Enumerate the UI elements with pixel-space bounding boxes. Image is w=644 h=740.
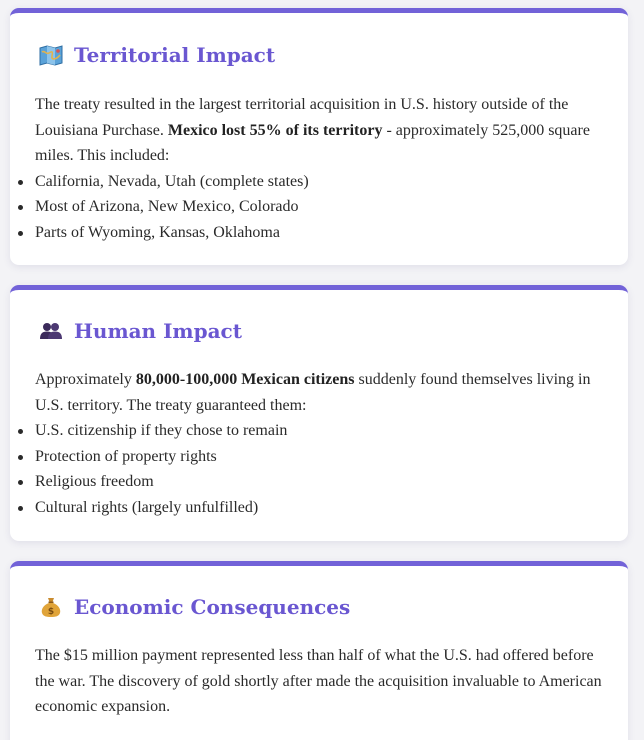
list-item: Protection of property rights [34,444,604,470]
people-icon [38,320,64,342]
territorial-impact-paragraph [34,92,604,169]
territorial-impact-body [34,92,604,245]
paragraph-text: - approximately 525,000 square miles. This included: [35,121,590,164]
economic-consequences-paragraph: The $15 million payment represented less than half of what the U.S. had offered before the war. The discovery of gold shortly after made the acquisition invaluable to American economic expansion. [35,647,602,715]
human-impact-body [34,367,604,520]
economic-consequences-card [10,561,628,740]
territorial-impact-title: Territorial Impact [74,43,276,67]
human-impact-title: Human Impact [74,319,242,343]
human-impact-list [34,418,604,520]
list-item: Religious freedom [34,469,604,495]
territorial-impact-heading [34,40,604,70]
map-icon [38,44,64,66]
human-impact-card [10,285,628,541]
list-item: Parts of Wyoming, Kansas, Oklahoma [34,220,604,246]
economic-consequences-heading [34,592,604,622]
territorial-impact-list [34,169,604,246]
paragraph-emphasis: Mexico lost 55% of its territory [167,121,383,139]
list-item: U.S. citizenship if they chose to remain [34,418,604,444]
economic-consequences-title: Economic Consequences [74,595,351,619]
human-impact-paragraph [34,367,604,418]
list-item: Most of Arizona, New Mexico, Colorado [34,194,604,220]
paragraph-emphasis: 80,000-100,000 Mexican citizens [135,371,355,388]
money-bag-icon [38,596,64,618]
svg-text:$: $ [47,607,55,617]
list-item: Cultural rights (largely unfulfilled) [34,495,604,521]
paragraph-text: The treaty resulted in the largest territorial acquisition in U.S. history outside of the Louisiana Purchase. [35,96,569,139]
paragraph-text: Approximately [35,371,136,388]
human-impact-heading [34,316,604,346]
economic-consequences-body [34,643,604,720]
territorial-impact-card [10,8,628,265]
paragraph-text: suddenly found themselves living in U.S. territory. The treaty guaranteed them: [35,371,591,414]
list-item: California, Nevada, Utah (complete states) [34,169,604,195]
